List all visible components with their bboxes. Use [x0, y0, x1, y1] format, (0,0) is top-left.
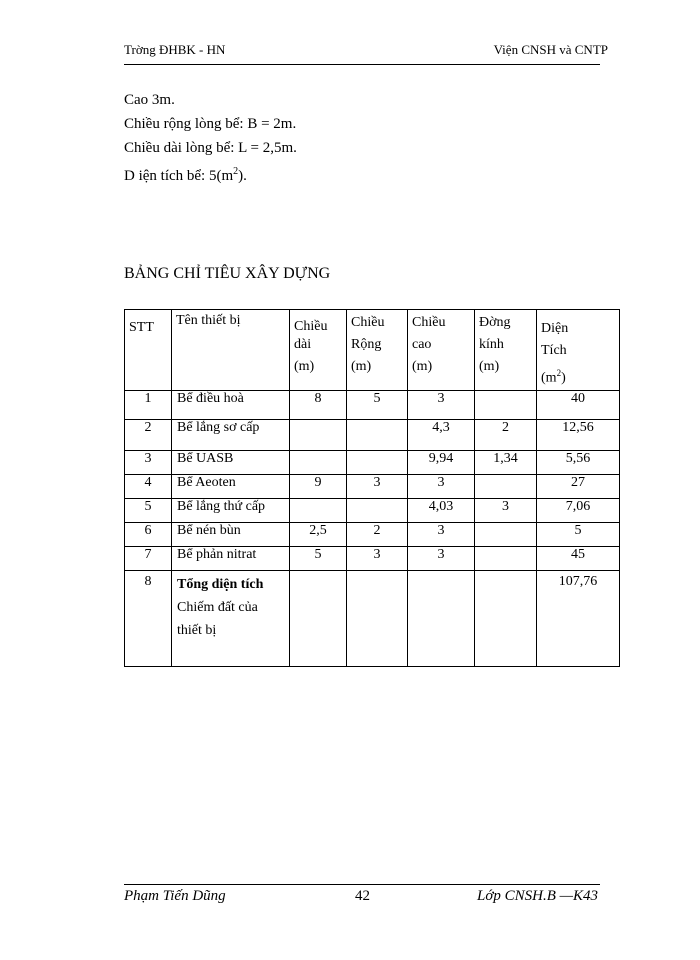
intro-text: [124, 88, 297, 188]
cell-length: 9: [290, 474, 347, 498]
intro-line-area: [124, 160, 297, 188]
cell-area: 40: [537, 390, 620, 419]
header-divider: [124, 64, 600, 65]
header-area-1: Diện: [541, 321, 569, 336]
header-area-3: [541, 362, 619, 390]
cell-height: 3: [408, 546, 475, 570]
cell-diameter: [475, 522, 537, 546]
cell-stt: 1: [125, 390, 172, 419]
intro-line-width: Chiều rộng lòng bể: B = 2m.: [124, 116, 297, 132]
cell-length: [290, 419, 347, 450]
cell-total-name: [172, 570, 290, 666]
header-width-1: Chiều: [351, 315, 385, 330]
table-row: [125, 390, 620, 419]
header-area-sup: 2: [556, 368, 562, 378]
cell-width: 3: [347, 546, 408, 570]
cell-height: 4,3: [408, 419, 475, 450]
header-length-2: dài: [294, 337, 312, 352]
table-row: [125, 522, 620, 546]
cell-length: 2,5: [290, 522, 347, 546]
table-title: BẢNG CHỈ TIÊU XÂY DỰNG: [124, 265, 331, 282]
cell-width: [347, 419, 408, 450]
cell-length: [290, 450, 347, 474]
header-length-3: (m): [294, 359, 315, 374]
header-diameter-1: Đờng: [479, 315, 511, 330]
intro-area-suffix: ).: [238, 168, 247, 184]
total-label-line-2: Chiếm đất của: [177, 599, 258, 615]
header-area-2: Tích: [541, 343, 567, 358]
table-row: [125, 450, 620, 474]
cell-height: 3: [408, 474, 475, 498]
header-width-3: (m): [351, 359, 372, 374]
header-diameter: [475, 310, 537, 391]
header-stt: STT: [125, 310, 172, 391]
cell-name: Bể điều hoà: [172, 390, 290, 419]
header-diameter-2: kính: [479, 337, 504, 352]
table-header-row: [125, 310, 620, 391]
header-width-2: Rộng: [351, 337, 382, 352]
total-label: Tổng diện tích: [177, 576, 264, 592]
cell-name: Bể lắng thứ cấp: [172, 498, 290, 522]
cell-area: 45: [537, 546, 620, 570]
header-diameter-3: (m): [479, 359, 500, 374]
cell-name: Bể phản nitrat: [172, 546, 290, 570]
cell-diameter: 3: [475, 498, 537, 522]
cell-height: 4,03: [408, 498, 475, 522]
cell-width: [347, 570, 408, 666]
cell-area: 12,56: [537, 419, 620, 450]
cell-length: 8: [290, 390, 347, 419]
spec-table: [124, 309, 620, 667]
table-row: [125, 419, 620, 450]
cell-stt: 6: [125, 522, 172, 546]
cell-name: Bể Aeoten: [172, 474, 290, 498]
cell-name: Bể lắng sơ cấp: [172, 419, 290, 450]
cell-width: 5: [347, 390, 408, 419]
intro-area-prefix: D iện tích bể: 5(m: [124, 168, 234, 184]
cell-area: 5,56: [537, 450, 620, 474]
cell-diameter: [475, 570, 537, 666]
header-height-1: Chiều: [412, 315, 446, 330]
cell-stt: 4: [125, 474, 172, 498]
cell-diameter: 1,34: [475, 450, 537, 474]
cell-length: [290, 498, 347, 522]
cell-width: 2: [347, 522, 408, 546]
cell-area: 5: [537, 522, 620, 546]
cell-width: 3: [347, 474, 408, 498]
cell-height: 9,94: [408, 450, 475, 474]
cell-name: Bể UASB: [172, 450, 290, 474]
header-length: [290, 310, 347, 391]
header-area-close: ): [561, 370, 566, 386]
cell-height: 3: [408, 390, 475, 419]
footer-class: Lớp CNSH.B —K43: [477, 888, 598, 904]
cell-stt: 8: [125, 570, 172, 666]
header-height-3: (m): [412, 359, 433, 374]
cell-width: [347, 450, 408, 474]
cell-stt: 3: [125, 450, 172, 474]
header-length-1: Chiều: [294, 319, 328, 334]
cell-diameter: 2: [475, 419, 537, 450]
cell-length: [290, 570, 347, 666]
table-row: [125, 546, 620, 570]
cell-area: 7,06: [537, 498, 620, 522]
total-label-line-3: thiết bị: [177, 622, 217, 638]
cell-height: [408, 570, 475, 666]
footer-author: Phạm Tiến Dũng: [124, 888, 226, 904]
header-name: Tên thiết bị: [172, 310, 290, 391]
intro-line-height: Cao 3m.: [124, 92, 175, 108]
cell-name: Bể nén bùn: [172, 522, 290, 546]
cell-area: 27: [537, 474, 620, 498]
header-school: Trờng ĐHBK - HN: [124, 42, 226, 57]
cell-height: 3: [408, 522, 475, 546]
cell-diameter: [475, 546, 537, 570]
header-area-unit: (m: [541, 370, 557, 386]
cell-diameter: [475, 474, 537, 498]
header-institute: Viện CNSH và CNTP: [493, 42, 608, 57]
header-height-2: cao: [412, 337, 432, 352]
header-width: [347, 310, 408, 391]
header-height: [408, 310, 475, 391]
cell-stt: 2: [125, 419, 172, 450]
table-row: [125, 474, 620, 498]
table-row: [125, 498, 620, 522]
footer-divider: [124, 884, 600, 885]
cell-total-area: 107,76: [537, 570, 620, 666]
page-number: 42: [355, 888, 370, 904]
header-area: [537, 310, 620, 391]
cell-width: [347, 498, 408, 522]
cell-diameter: [475, 390, 537, 419]
cell-length: 5: [290, 546, 347, 570]
table-total-row: [125, 570, 620, 666]
intro-area-sup: 2: [233, 166, 239, 177]
intro-line-length: Chiều dài lòng bể: L = 2,5m.: [124, 140, 297, 156]
cell-stt: 7: [125, 546, 172, 570]
cell-stt: 5: [125, 498, 172, 522]
